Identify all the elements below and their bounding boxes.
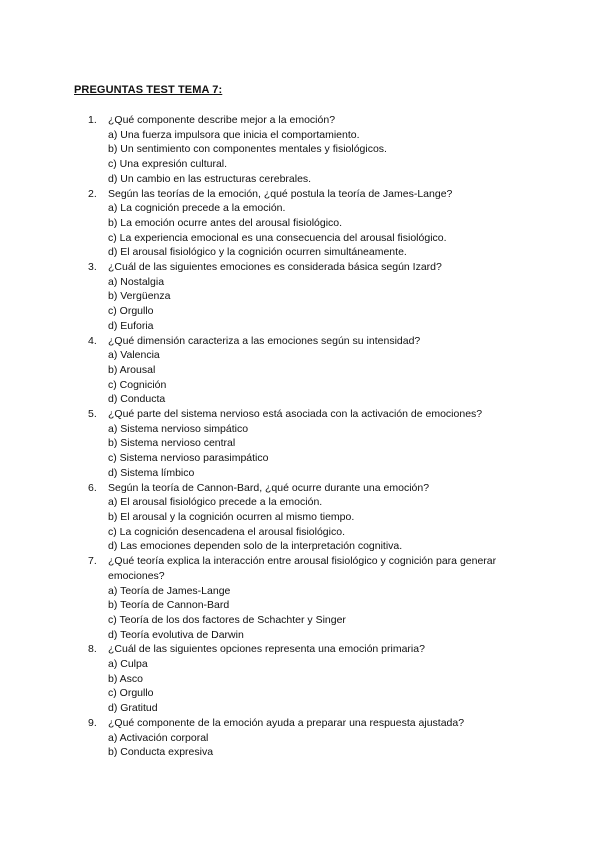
answer-option: c) La cognición desencadena el arousal fisiológico. <box>108 525 345 538</box>
answer-option: b) Sistema nervioso central <box>108 437 236 450</box>
question-number: 4. <box>88 334 97 347</box>
question-text: ¿Cuál de las siguientes opciones representa una emoción primaria? <box>108 643 425 656</box>
answer-option: a) Una fuerza impulsora que inicia el comportamiento. <box>108 128 360 141</box>
answer-options <box>108 348 600 407</box>
question-5 <box>0 407 600 481</box>
answer-option: a) Teoría de James-Lange <box>108 584 231 597</box>
question-text: ¿Cuál de las siguientes emociones es considerada básica según Izard? <box>108 261 442 274</box>
answer-option: b) Arousal <box>108 363 156 376</box>
answer-option: d) Euforia <box>108 319 154 332</box>
question-text: ¿Qué componente describe mejor a la emoción? <box>108 114 336 126</box>
question-7 <box>0 554 600 642</box>
question-number: 5. <box>88 408 97 421</box>
question-6 <box>0 481 600 555</box>
question-number: 1. <box>88 114 97 126</box>
answer-option: d) Un cambio en las estructuras cerebrales. <box>108 172 312 185</box>
question-text: ¿Qué parte del sistema nervioso está asociada con la activación de emociones? <box>108 408 483 421</box>
question-number: 2. <box>88 187 97 200</box>
question-1 <box>0 113 600 187</box>
question-number: 3. <box>88 261 97 274</box>
answer-option: b) El arousal y la cognición ocurren al mismo tiempo. <box>108 510 355 523</box>
answer-option: d) Sistema límbico <box>108 466 195 479</box>
question-text: Según la teoría de Cannon-Bard, ¿qué ocurre durante una emoción? <box>108 481 430 494</box>
question-number: 8. <box>88 643 97 656</box>
answer-option: a) Culpa <box>108 658 148 671</box>
answer-options <box>108 422 600 481</box>
answer-options <box>108 657 600 716</box>
answer-option: a) La cognición precede a la emoción. <box>108 202 286 215</box>
answer-option: d) El arousal fisiológico y la cognición ocurren simultáneamente. <box>108 246 407 259</box>
page-title: PREGUNTAS TEST TEMA 7: <box>74 84 223 96</box>
answer-option: c) Cognición <box>108 378 167 391</box>
question-text: Según las teorías de la emoción, ¿qué postula la teoría de James-Lange? <box>108 187 453 200</box>
answer-option: b) Asco <box>108 672 144 685</box>
answer-option: b) La emoción ocurre antes del arousal fisiológico. <box>108 216 343 229</box>
question-2 <box>0 187 600 261</box>
question-text: ¿Qué teoría explica la interacción entre arousal fisiológico y cognición para generar emociones? <box>108 555 497 582</box>
answer-option: c) Orgullo <box>108 687 154 700</box>
answer-option: d) Teoría evolutiva de Darwin <box>108 628 244 641</box>
question-number: 6. <box>88 481 97 494</box>
question-4 <box>0 334 600 408</box>
question-9 <box>0 716 600 760</box>
answer-option: d) Conducta <box>108 393 166 406</box>
answer-option: a) El arousal fisiológico precede a la emoción. <box>108 496 323 509</box>
answer-option: b) Conducta expresiva <box>108 746 214 759</box>
answer-option: b) Vergüenza <box>108 290 171 303</box>
answer-options <box>108 201 600 260</box>
answer-option: d) Las emociones dependen solo de la interpretación cognitiva. <box>108 540 403 553</box>
answer-options <box>108 275 600 334</box>
answer-option: b) Teoría de Cannon-Bard <box>108 599 230 612</box>
answer-option: c) Teoría de los dos factores de Schachter y Singer <box>108 613 346 626</box>
question-number: 9. <box>88 716 97 729</box>
answer-options <box>108 584 600 643</box>
answer-option: d) Gratitud <box>108 702 158 715</box>
question-3 <box>0 260 600 334</box>
answer-options <box>108 731 600 760</box>
question-number: 7. <box>88 555 97 568</box>
answer-options <box>108 128 600 187</box>
answer-option: b) Un sentimiento con componentes mentales y fisiológicos. <box>108 143 387 156</box>
answer-option: a) Nostalgia <box>108 275 165 288</box>
answer-option: a) Sistema nervioso simpático <box>108 422 249 435</box>
answer-option: a) Valencia <box>108 349 160 362</box>
question-list <box>0 113 600 760</box>
answer-option: c) Orgullo <box>108 305 154 318</box>
question-text: ¿Qué componente de la emoción ayuda a preparar una respuesta ajustada? <box>108 716 465 729</box>
answer-option: a) Activación corporal <box>108 731 209 744</box>
question-text: ¿Qué dimensión caracteriza a las emociones según su intensidad? <box>108 334 421 347</box>
answer-options <box>108 495 600 554</box>
answer-option: c) Una expresión cultural. <box>108 158 228 171</box>
answer-option: c) Sistema nervioso parasimpático <box>108 452 269 465</box>
question-8 <box>0 642 600 716</box>
answer-option: c) La experiencia emocional es una consecuencia del arousal fisiológico. <box>108 231 447 244</box>
